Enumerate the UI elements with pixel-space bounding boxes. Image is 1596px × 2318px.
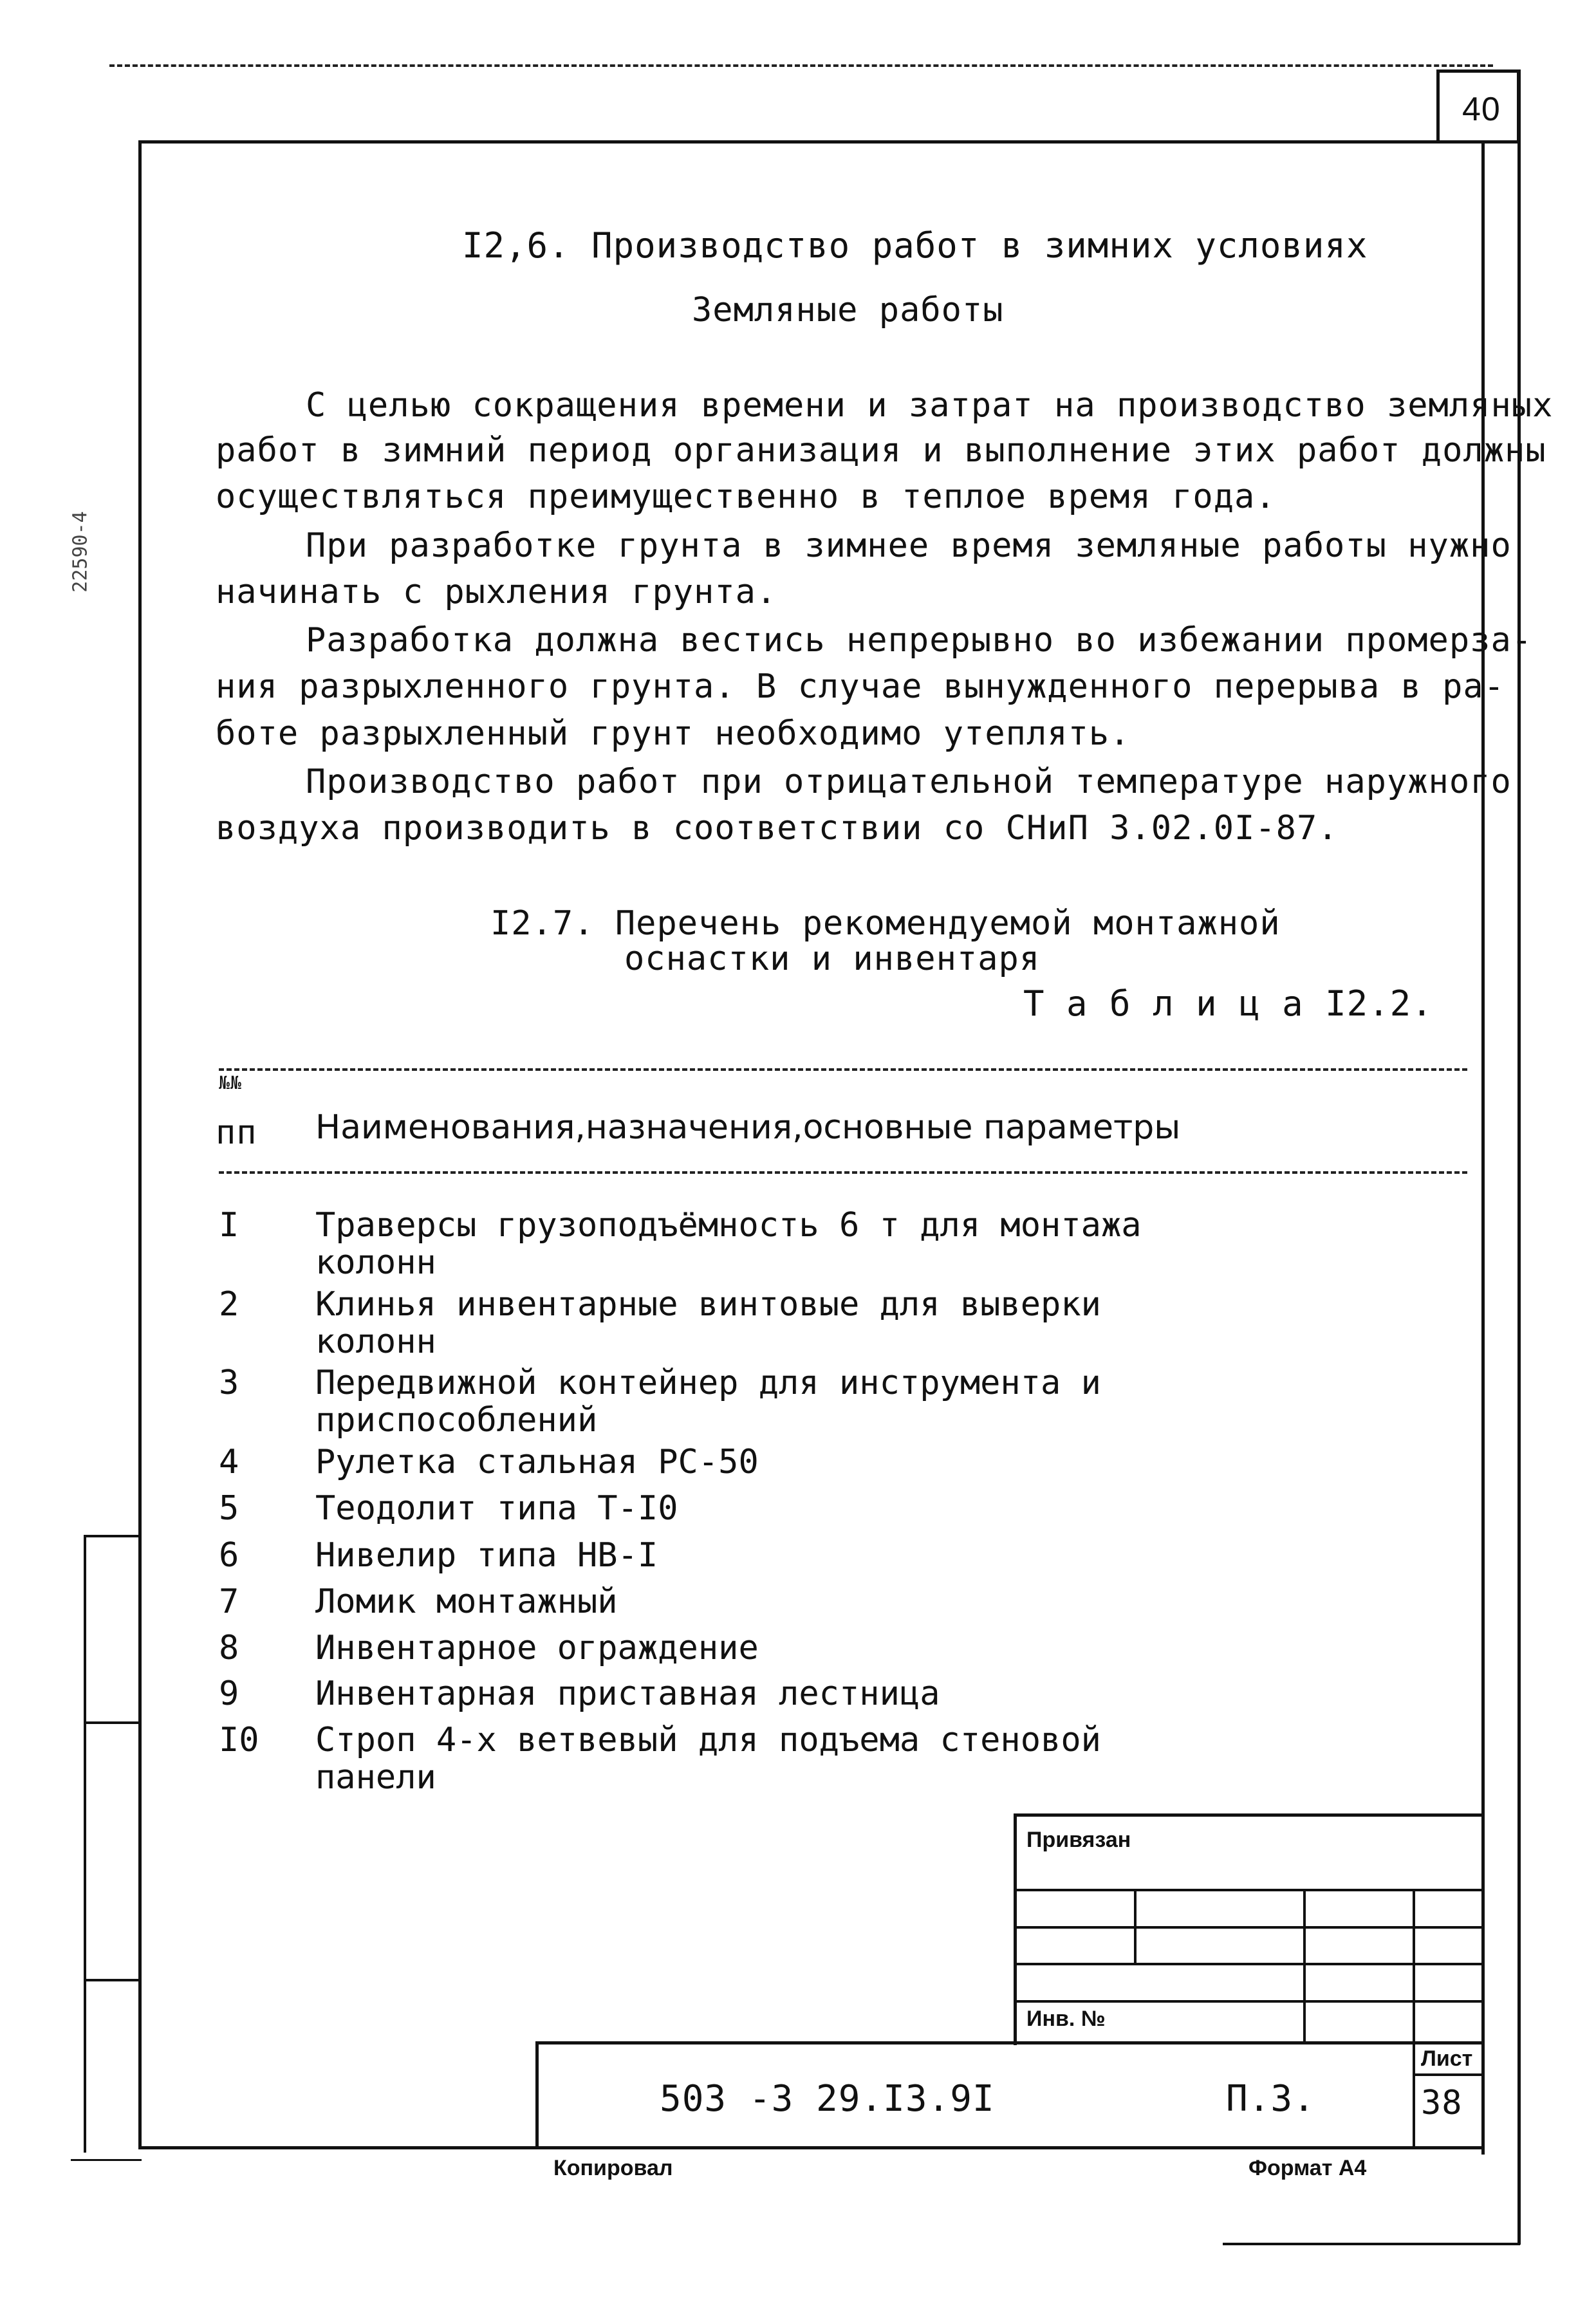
doc-code: 503 -3 29.I3.9I [660,2078,995,2120]
stamp-grid-v2 [1303,1889,1306,2043]
section-equipment-title-line2: оснастки и инвентаря [624,940,1041,978]
frame-left [138,140,142,2148]
stamp-sheet-h [1413,2073,1485,2076]
stamp-main-left [535,2041,539,2148]
table-header-num-mark: №№ [219,1072,242,1093]
table-row [219,1364,1442,1442]
copied-by: Копировал [553,2156,673,2180]
table-row [219,1721,1442,1799]
sheet-number: 38 [1421,2084,1463,2122]
binding-h1 [84,1535,140,1537]
table-row [219,1629,1442,1668]
paragraph-line: Разработка должна вестись непрерывно во избежании промерза- [306,621,1533,660]
binding-h2 [84,1721,140,1724]
row-name: Нивелир типа НВ-I [315,1536,658,1575]
table-header-rule [219,1171,1467,1174]
paragraph-line: Производство работ при отрицательной температуре наружного [306,763,1512,801]
paragraph-line: ния разрыхленного грунта. В случае вынужденного перерыва в ра- [216,667,1505,706]
table-row [219,1675,1442,1714]
row-name: Траверсы грузоподъёмность 6 т для монтажа колонн [315,1206,1142,1282]
section-winter-subtitle: Земляные работы [692,291,1004,329]
binding-left-vertical [84,1535,86,2153]
paragraph-line: начинать с рыхления грунта. [216,573,777,611]
row-name: Передвижной контейнер для инструмента и приспособлений [315,1364,1101,1440]
table-header-name: Наименования,назначения,основные параметры [315,1108,1181,1147]
section-winter-title: I2,6. Производство работ в зимних условиях [462,225,1368,266]
table-row [219,1537,1442,1575]
frame-bottom-right-tail [1223,2243,1520,2245]
frame-bottom [138,2146,1485,2149]
stamp-grid-v1 [1134,1889,1137,1965]
table-label: Т а б л и ц а I2.2. [1023,983,1433,1024]
row-number: I0 [219,1721,259,1759]
row-name: Строп 4-х ветвевый для подъема стеновой панели [315,1721,1101,1797]
side-stamp: 22590-4 [69,511,92,593]
table-row [219,1490,1442,1528]
table-header-num: пп [216,1113,257,1152]
stamp-grid-v3 [1413,1889,1415,2146]
table-top-rule [219,1068,1467,1071]
row-number: 3 [219,1364,239,1402]
row-name: Инвентарное ограждение [315,1629,759,1667]
row-number: 4 [219,1443,239,1481]
stamp-top [1014,1813,1485,1817]
row-number: 9 [219,1674,239,1713]
row-number: 8 [219,1629,239,1667]
row-name: Инвентарная приставная лестница [315,1674,940,1713]
row-number: 6 [219,1536,239,1575]
row-name: Рулетка стальная РС-50 [315,1443,759,1481]
row-number: I [219,1206,239,1245]
stamp-left [1014,1813,1017,2045]
paragraph-line: работ в зимний период организация и выполнение этих работ должны [216,431,1546,470]
row-name: Теодолит типа Т-I0 [315,1489,678,1528]
binding-bottom [71,2159,142,2161]
table-row [219,1443,1442,1482]
stamp-inv-no: Инв. № [1026,2007,1106,2031]
paragraph-line: С целью сокращения времени и затрат на производство земляных [306,386,1554,425]
binding-h3 [84,1979,140,1981]
table-row [219,1286,1442,1363]
section-equipment-title-line1: I2.7. Перечень рекомендуемой монтажной [490,904,1281,943]
table-row [219,1207,1442,1284]
stamp-attached: Привязан [1026,1828,1131,1852]
sheet-label: Лист [1421,2046,1473,2071]
row-name: Ломик монтажный [315,1582,618,1621]
sheet-code: П.3. [1226,2078,1315,2120]
format-label: Формат А4 [1248,2156,1367,2180]
paragraph-line: боте разрыхленный грунт необходимо утеплять. [216,714,1131,753]
row-number: 5 [219,1489,239,1528]
top-dashed-line [109,64,1493,67]
stamp-main-top [535,2041,1485,2044]
row-name: Клинья инвентарные винтовые для выверки колонн [315,1285,1101,1361]
table-row [219,1583,1442,1622]
row-number: 2 [219,1285,239,1324]
paragraph-line: осуществляться преимущественно в теплое время года. [216,478,1276,516]
paragraph-line: воздуха производить в соответствии со СНиП 3.02.0I-87. [216,809,1339,848]
frame-top [138,140,1519,144]
paragraph-line: При разработке грунта в зимнее время земляные работы нужно [306,526,1512,565]
page-number: 40 [1462,91,1501,128]
row-number: 7 [219,1582,239,1621]
